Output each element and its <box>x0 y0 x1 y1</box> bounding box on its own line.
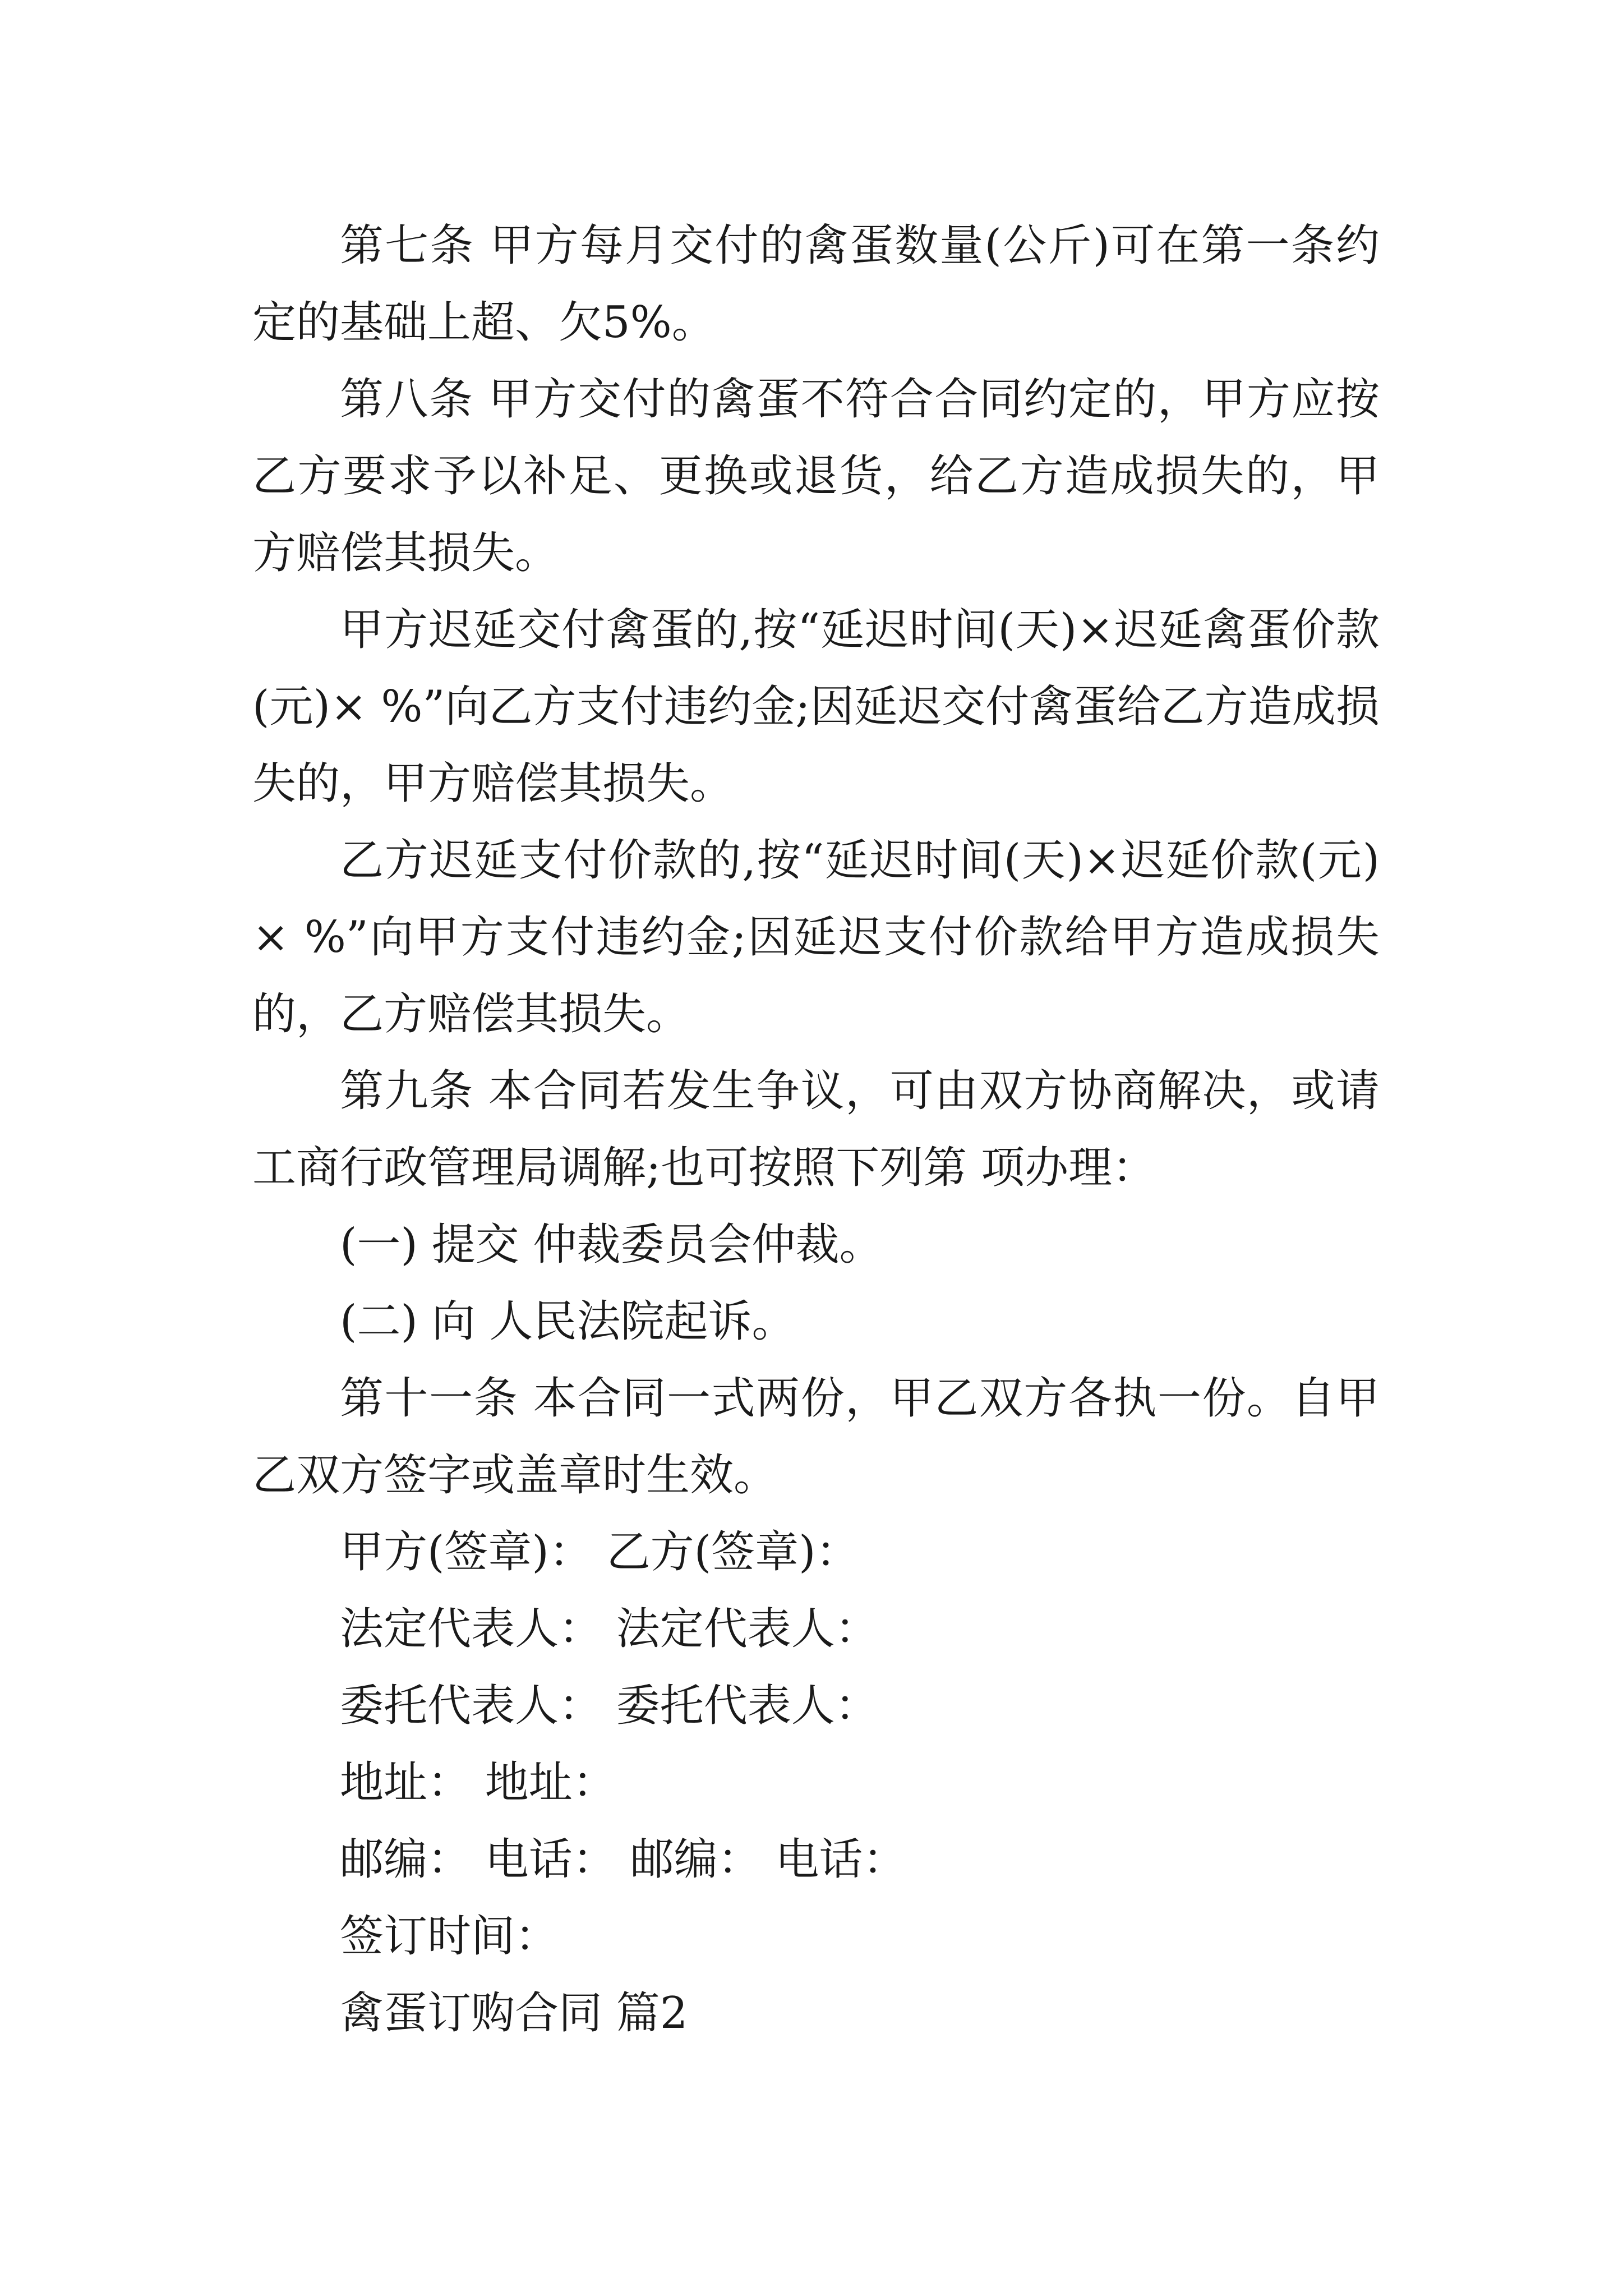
paragraph-article-9: 第九条 本合同若发生争议，可由双方协商解决，或请工商行政管理局调解;也可按照下列第 项办理： <box>252 1066 1380 1193</box>
paragraph-article-7: 第七条 甲方每月交付的禽蛋数量(公斤)可在第一条约定的基础上超、欠5%。 <box>252 220 1380 348</box>
legal-representative-line: 法定代表人： 法定代表人： <box>340 1604 879 1654</box>
paragraph-option-court: (二) 向 人民法院起诉。 <box>340 1296 796 1347</box>
authorized-representative-line: 委托代表人： 委托代表人： <box>340 1681 879 1731</box>
paragraph-article-8: 第八条 甲方交付的禽蛋不符合合同约定的，甲方应按乙方要求予以补足、更换或退货，给乙方造成损失的，甲方赔偿其损失。 <box>252 374 1380 578</box>
paragraph-option-arbitration: (一) 提交 仲裁委员会仲裁。 <box>340 1220 883 1270</box>
postcode-phone-line: 邮编： 电话： 邮编： 电话： <box>340 1834 907 1885</box>
paragraph-article-11: 第十一条 本合同一式两份，甲乙双方各执一份。自甲乙双方签字或盖章时生效。 <box>252 1373 1380 1501</box>
signature-line: 甲方(签章)： 乙方(签章)： <box>340 1527 860 1577</box>
address-line: 地址： 地址： <box>340 1757 616 1808</box>
signing-date-line: 签订时间： <box>340 1911 559 1962</box>
paragraph-party-b-delay: 乙方迟延支付价款的,按“延迟时间(天)×迟延价款(元)× %”向甲方支付违约金;因延迟支付价款给甲方造成损失的，乙方赔偿其损失。 <box>252 835 1380 1039</box>
section-title: 禽蛋订购合同 篇2 <box>340 1988 688 2039</box>
document-page <box>252 208 1380 2052</box>
paragraph-party-a-delay: 甲方迟延交付禽蛋的,按“延迟时间(天)×迟延禽蛋价款(元)× %”向乙方支付违约金;因延迟交付禽蛋给乙方造成损失的，甲方赔偿其损失。 <box>252 605 1380 809</box>
